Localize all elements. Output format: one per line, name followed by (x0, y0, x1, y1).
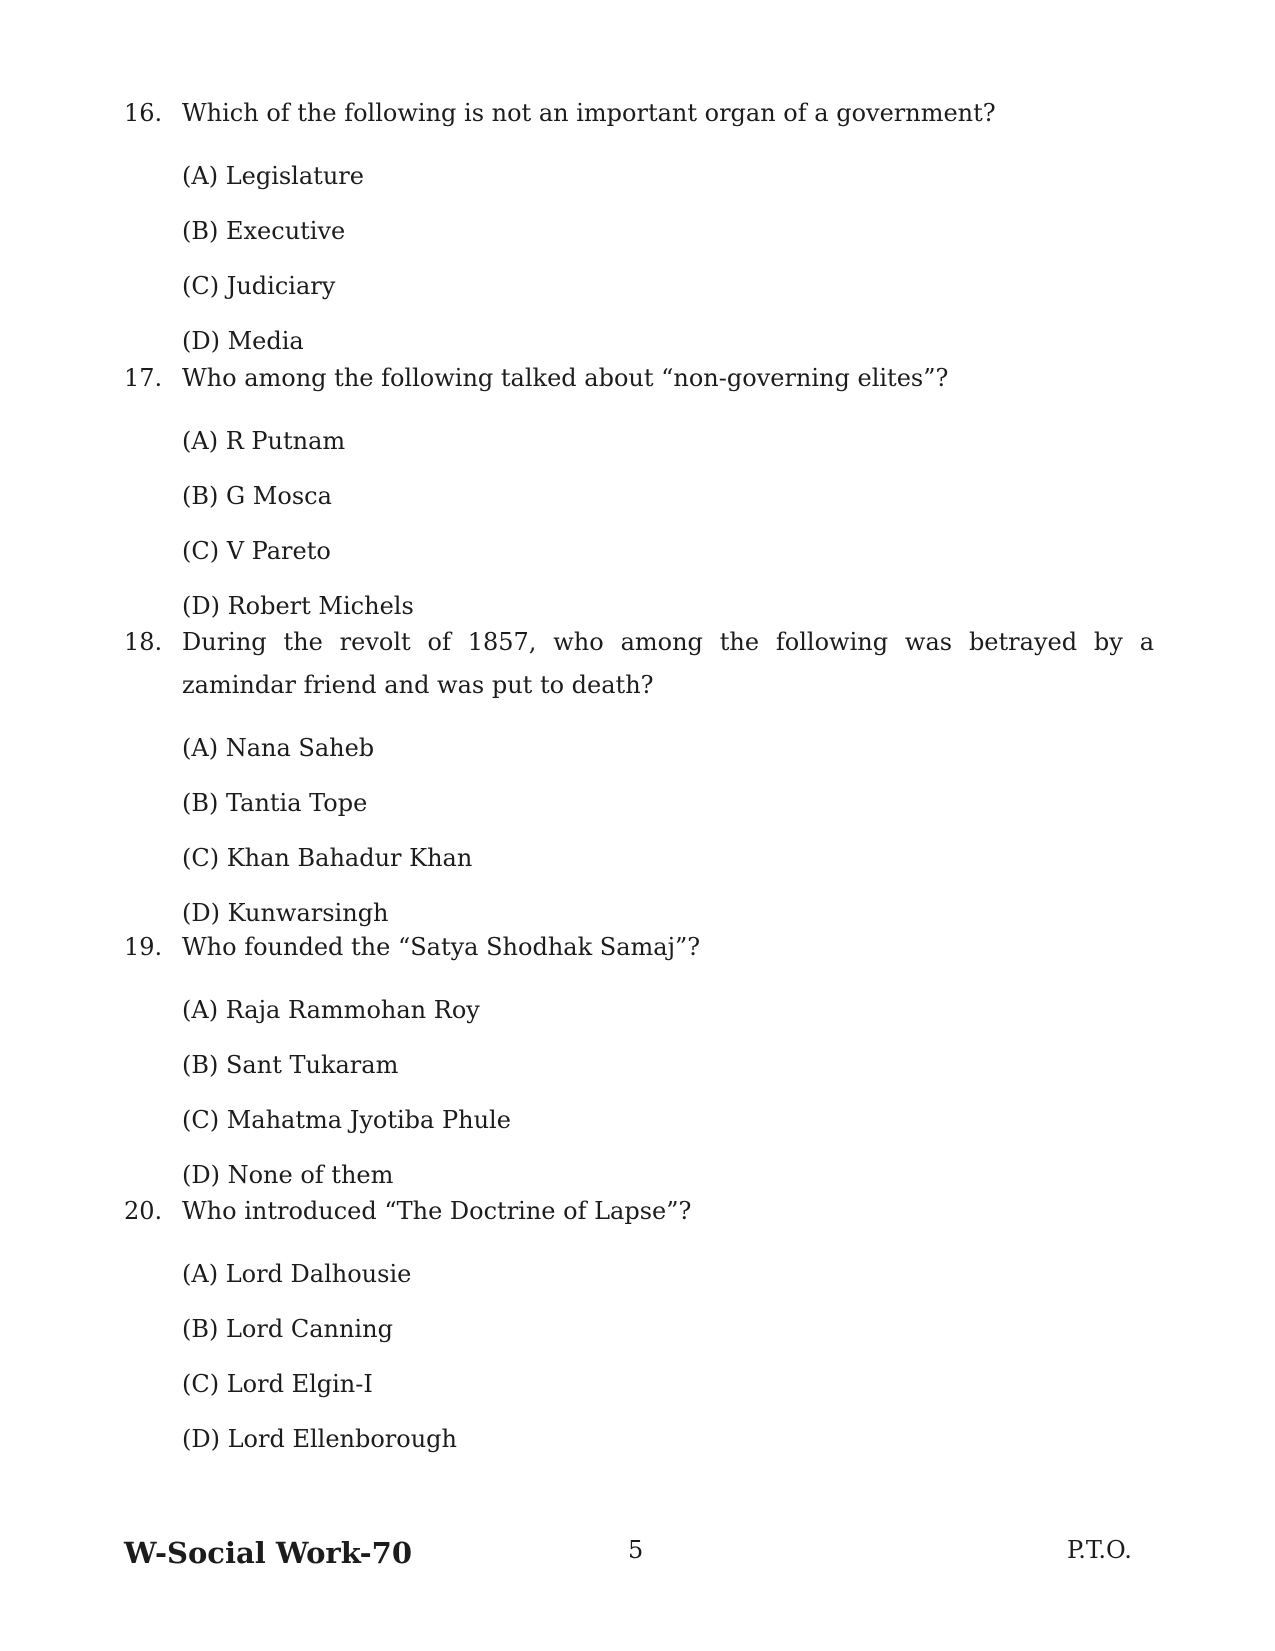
paper-code: W-Social Work-70 (124, 1536, 413, 1570)
option-b: (B) G Mosca (182, 482, 332, 510)
option-a: (A) Raja Rammohan Roy (182, 996, 480, 1024)
pto-label: P.T.O. (1067, 1536, 1132, 1564)
option-c: (C) Mahatma Jyotiba Phule (182, 1106, 511, 1134)
option-a: (A) Lord Dalhousie (182, 1260, 412, 1288)
option-b: (B) Executive (182, 217, 346, 245)
question-number: 20. (124, 1197, 163, 1225)
option-c: (C) V Pareto (182, 537, 331, 565)
question-19 (124, 926, 1154, 1189)
option-b: (B) Tantia Tope (182, 789, 368, 817)
question-number: 16. (124, 99, 163, 127)
question-number: 19. (124, 933, 163, 961)
option-b: (B) Lord Canning (182, 1315, 393, 1343)
page-number: 5 (628, 1536, 644, 1564)
option-a: (A) R Putnam (182, 427, 346, 455)
options-list (182, 427, 1154, 620)
options-list (182, 734, 1154, 927)
option-d: (D) None of them (182, 1161, 394, 1189)
option-c: (C) Lord Elgin-I (182, 1370, 373, 1398)
options-list (182, 1260, 1154, 1453)
question-18 (124, 621, 1154, 927)
option-d: (D) Media (182, 327, 304, 355)
question-text: Who founded the “Satya Shodhak Samaj”? (182, 933, 701, 961)
question-number: 17. (124, 364, 163, 392)
question-text: Who among the following talked about “non-governing elites”? (182, 364, 949, 392)
question-16 (124, 92, 1154, 355)
option-d: (D) Kunwarsingh (182, 899, 389, 927)
options-list (182, 162, 1154, 355)
option-b: (B) Sant Tukaram (182, 1051, 399, 1079)
option-a: (A) Legislature (182, 162, 364, 190)
option-a: (A) Nana Saheb (182, 734, 375, 762)
option-c: (C) Judiciary (182, 272, 336, 300)
question-17 (124, 357, 1154, 620)
option-d: (D) Robert Michels (182, 592, 414, 620)
question-number: 18. (124, 628, 163, 656)
options-list (182, 996, 1154, 1189)
question-text: Who introduced “The Doctrine of Lapse”? (182, 1197, 692, 1225)
option-d: (D) Lord Ellenborough (182, 1425, 457, 1453)
question-text: Which of the following is not an important organ of a government? (182, 99, 996, 127)
option-c: (C) Khan Bahadur Khan (182, 844, 473, 872)
question-text: During the revolt of 1857, who among the following was betrayed by a zamindar friend and was put to death? (182, 628, 1154, 699)
question-20 (124, 1190, 1154, 1453)
